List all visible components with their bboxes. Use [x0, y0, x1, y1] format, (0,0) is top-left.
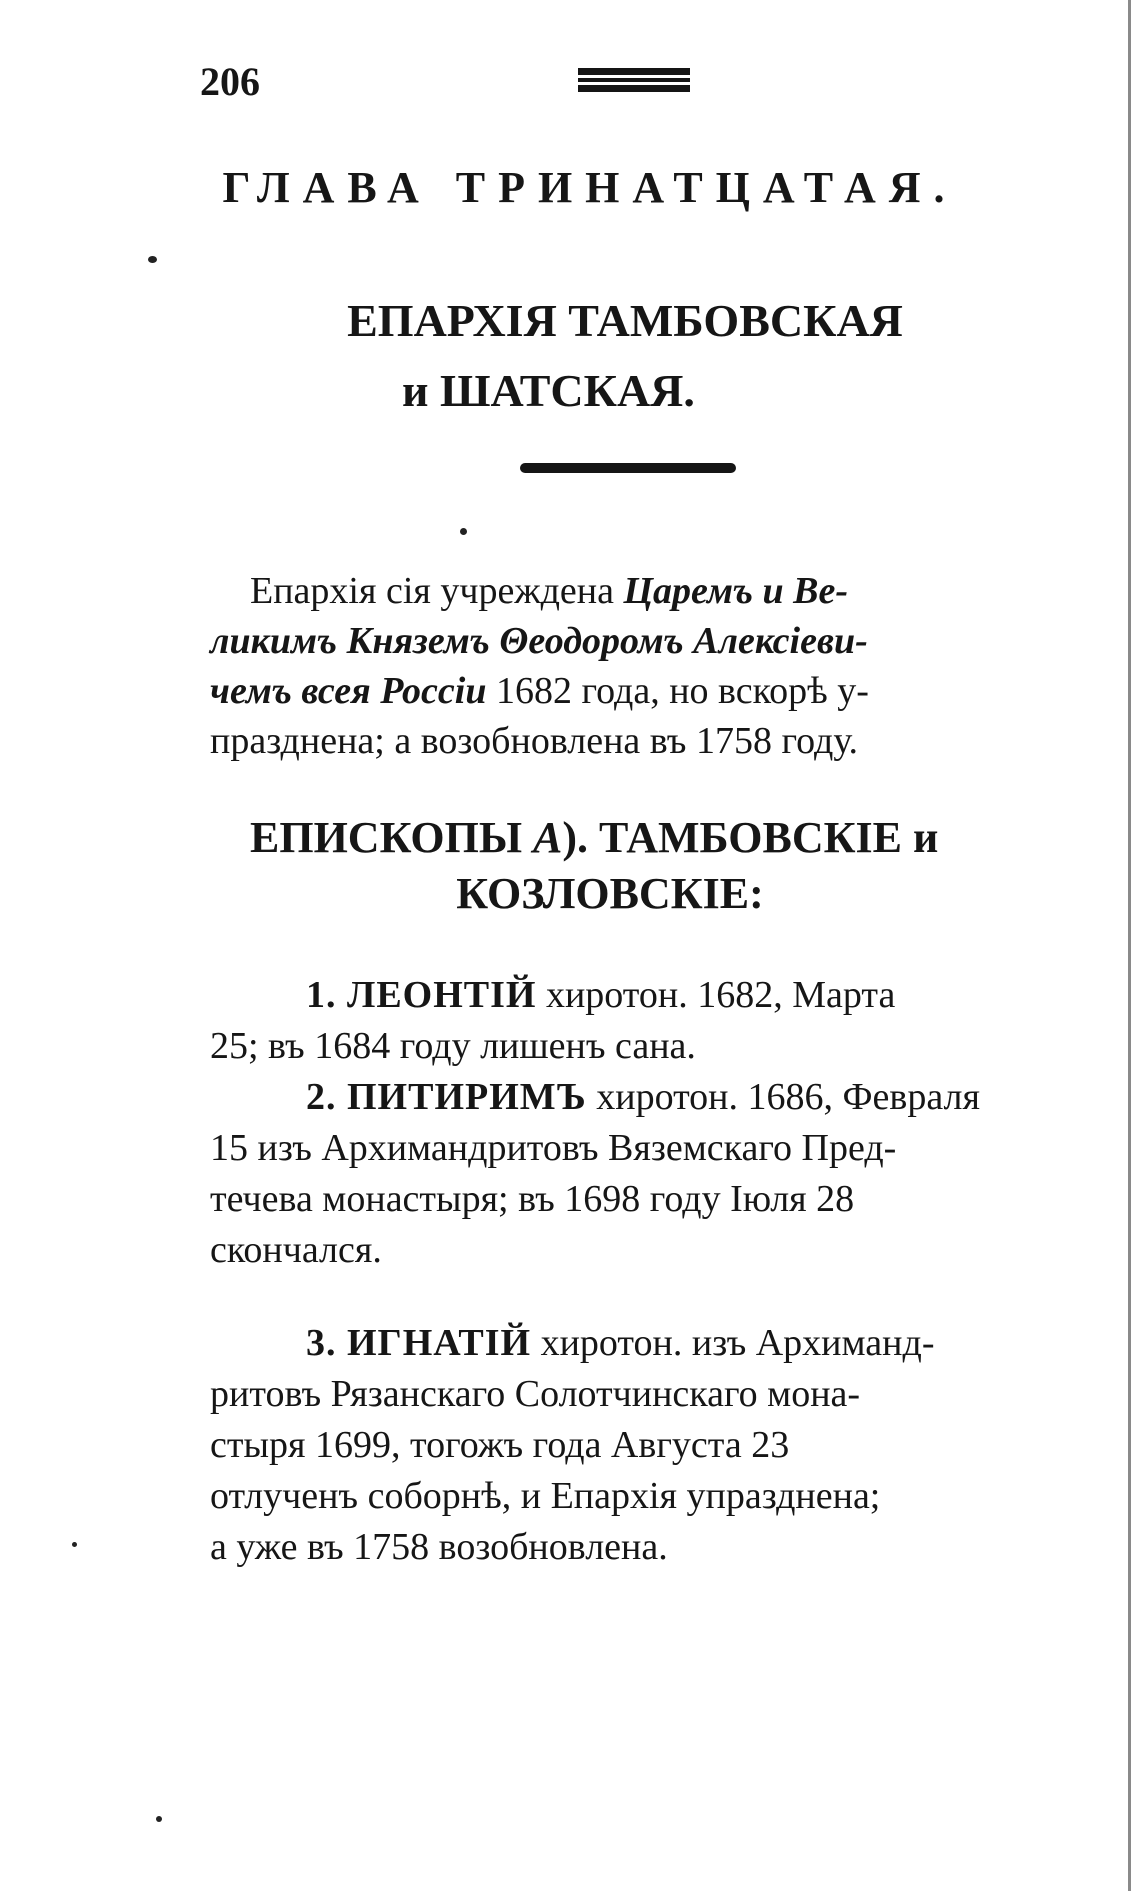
text-run: хиротон. 1682, Марта	[536, 974, 896, 1016]
bishop-entry	[210, 1072, 1080, 1276]
ink-speck	[156, 1816, 162, 1822]
bishop-name: 1. ЛЕОНТІЙ	[306, 974, 537, 1016]
entry-line: ритовъ Рязанскаго Солотчинскаго мона-	[210, 1373, 861, 1415]
entry-line: скончался.	[210, 1229, 382, 1271]
paragraph-line	[210, 566, 1080, 616]
entry-line: 25; въ 1684 году лишенъ сана.	[210, 1025, 696, 1067]
text-run: 1682 года, но вскорѣ у-	[486, 670, 869, 712]
entry-line: отлученъ соборнѣ, и Епархія упразднена;	[210, 1475, 881, 1517]
entry-line: стыря 1699, тогожъ года Августа 23	[210, 1424, 790, 1466]
heading-line: КОЗЛОВСКІЕ:	[456, 869, 764, 918]
header-rule	[578, 68, 690, 75]
paragraph-line: празднена; а возобновлена въ 1758 году.	[210, 720, 859, 762]
ink-speck	[148, 256, 157, 263]
entry-line	[210, 1318, 1080, 1369]
bishop-entry	[210, 1318, 1080, 1573]
italic-run: ликимъ Княземъ Θеодоромъ Алексіеви-	[210, 620, 868, 662]
ink-speck	[460, 528, 467, 535]
text-run: ЕПИСКОПЫ	[250, 813, 534, 862]
text-run: ). ТАМБОВСКІЕ и	[562, 813, 939, 862]
chapter-title: ГЛАВА ТРИНАТЦАТАЯ.	[222, 163, 958, 212]
entry-line: а уже въ 1758 возобновлена.	[210, 1526, 668, 1568]
bishop-name: 3. ИГНАТІЙ	[306, 1322, 532, 1364]
entry-line	[210, 1072, 1080, 1123]
entry-line	[210, 970, 1080, 1021]
text-run: хиротон. изъ Архиманд-	[531, 1322, 935, 1364]
intro-paragraph	[210, 566, 1080, 766]
heading-line	[250, 810, 1090, 866]
paragraph-line	[210, 666, 1080, 716]
eparchy-title	[300, 286, 950, 426]
ink-speck	[72, 1542, 77, 1547]
italic-run: Царемъ и Ве-	[623, 570, 849, 612]
section-heading	[250, 810, 1090, 922]
section-letter: А	[533, 813, 563, 862]
eparchy-title-line: ЕПАРХІЯ ТАМБОВСКАЯ	[347, 295, 903, 346]
paragraph-line	[210, 616, 1080, 666]
page-edge-shadow	[1128, 0, 1131, 1891]
text-run: хиротон. 1686, Февраля	[586, 1076, 980, 1118]
bishop-entry	[210, 970, 1080, 1072]
header-rule	[578, 78, 690, 82]
bishop-name: 2. ПИТИРИМЪ	[306, 1076, 587, 1118]
italic-run: чемъ всея Россіи	[210, 670, 487, 712]
header-rule	[578, 85, 690, 92]
eparchy-title-line: и ШАТСКАЯ.	[402, 365, 695, 416]
ornament-divider	[520, 463, 736, 473]
entry-line: течева монастыря; въ 1698 году Іюля 28	[210, 1178, 855, 1220]
entry-line: 15 изъ Архимандритовъ Вяземскаго Пред-	[210, 1127, 897, 1169]
text-run: Епархія сія учреждена	[250, 570, 624, 612]
page-number: 206	[200, 59, 260, 104]
